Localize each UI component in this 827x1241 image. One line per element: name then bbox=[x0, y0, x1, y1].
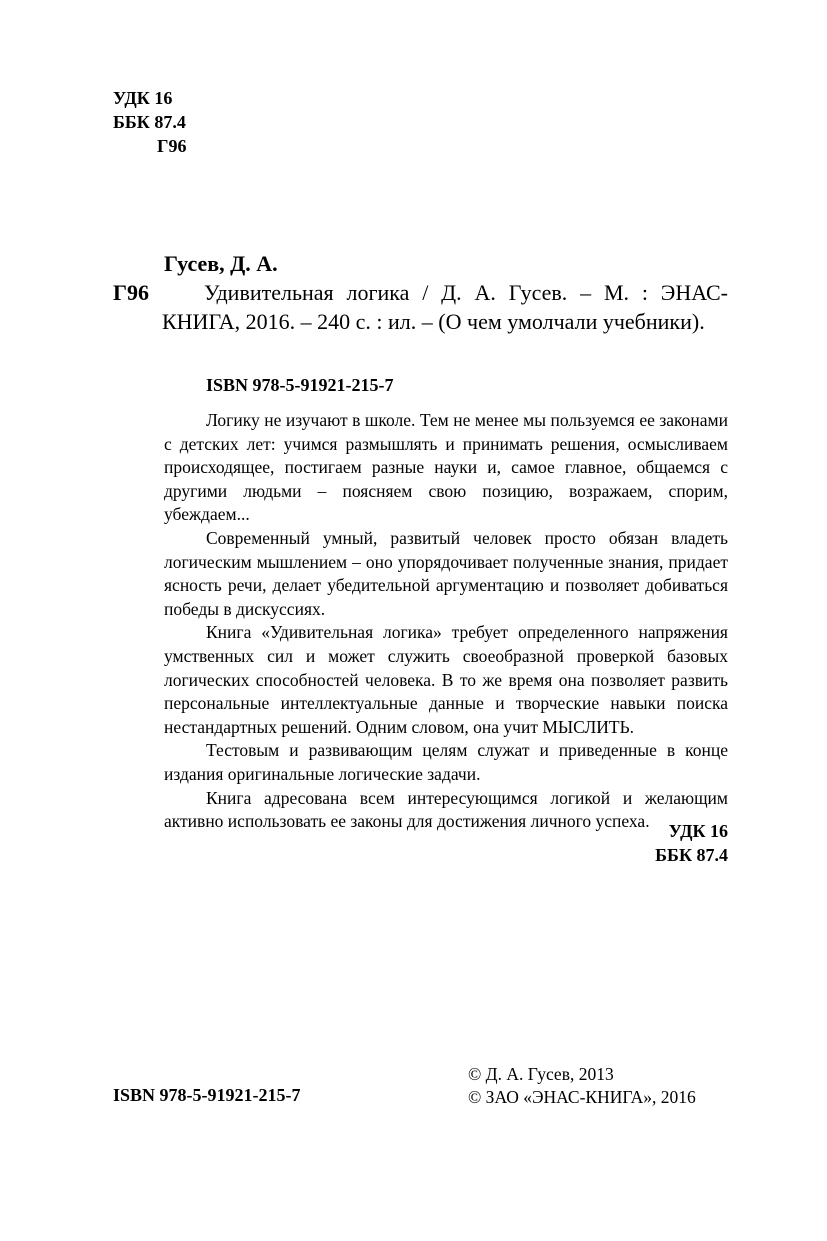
udk-code: УДК 16 bbox=[668, 821, 728, 841]
annotation bbox=[164, 409, 728, 834]
copyright-publisher: © ЗАО «ЭНАС-КНИГА», 2016 bbox=[468, 1087, 696, 1107]
copyright-author: © Д. А. Гусев, 2013 bbox=[468, 1064, 614, 1084]
copyright-block bbox=[468, 1063, 696, 1109]
annotation-paragraph: Современный умный, развитый человек просто обязан владеть логическим мышлением – оно упорядочивает полученные знания, придает ясность речи, делает убедительной аргументацию и позволяет добиваться победы в дискуссиях. bbox=[164, 527, 728, 619]
author-code: Г96 bbox=[113, 280, 149, 305]
bibliographic-description: Удивительная логика / Д. А. Гусев. – М. : ЭНАС-КНИГА, 2016. – 240 с. : ил. – (О чем умолчали учебники). bbox=[162, 280, 728, 334]
isbn-top: ISBN 978-5-91921-215-7 bbox=[206, 375, 394, 395]
annotation-paragraph: Книга «Удивительная логика» требует определенного напряжения умственных сил и может служить своеобразной проверкой базовых логических способностей человека. В то же время она позволяет развить персональные интеллектуальные данные и творческие навыки поиска нестандартных решений. Одним словом, она учит МЫСЛИТЬ. bbox=[164, 622, 728, 737]
author-mark: Г96 bbox=[157, 136, 187, 156]
classification-codes-top bbox=[113, 86, 186, 158]
annotation-paragraph: Тестовым и развивающим целям служат и приведенные в конце издания оригинальные логические задачи. bbox=[164, 740, 728, 784]
bbk-code: ББК 87.4 bbox=[655, 845, 728, 865]
classification-codes-bottom bbox=[655, 819, 728, 867]
bbk-code: ББК 87.4 bbox=[113, 112, 186, 132]
annotation-paragraph: Логику не изучают в школе. Тем не менее мы пользуемся ее законами с детских лет: учимся размышлять и принимать решения, осмысливаем происходящее, постигаем разные науки и, самое главное, общаемся с другими людьми – поясняем свою позицию, возражаем, спорим, убеждаем... bbox=[164, 410, 728, 525]
author-name: Гусев, Д. А. bbox=[164, 251, 278, 276]
annotation-paragraph: Книга адресована всем интересующимся логикой и желающим активно использовать ее законы для достижения личного успеха. bbox=[164, 787, 728, 832]
udk-code: УДК 16 bbox=[113, 88, 173, 108]
isbn-bottom: ISBN 978-5-91921-215-7 bbox=[113, 1085, 301, 1105]
